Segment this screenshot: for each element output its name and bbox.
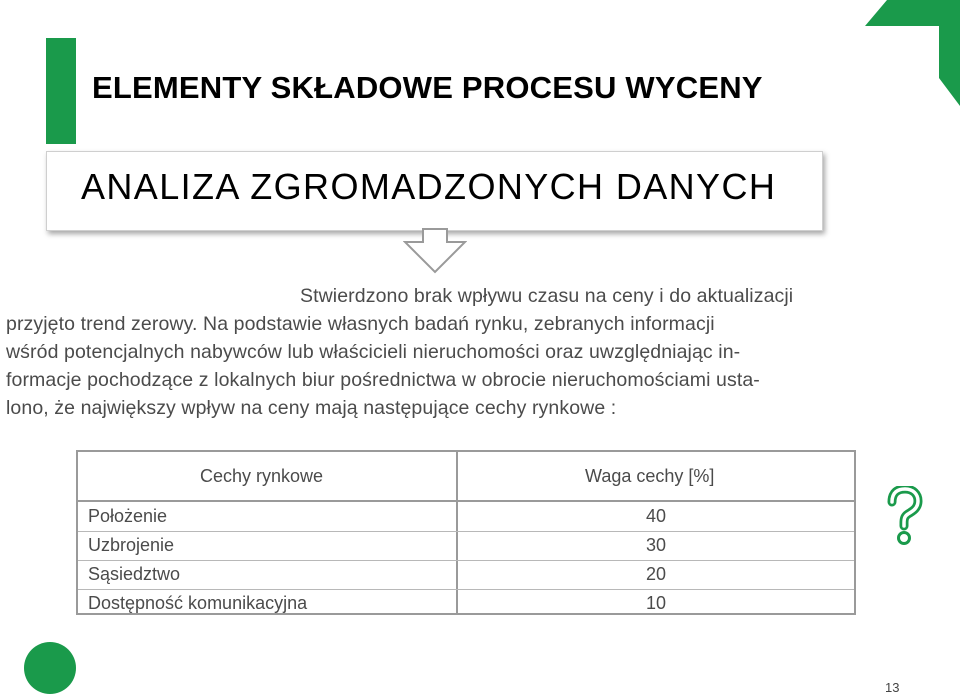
question-mark-icon — [884, 486, 924, 546]
feature-weight: 30 — [646, 535, 667, 555]
table-header-weight: Waga cechy [%] — [585, 466, 715, 486]
feature-name: Położenie — [88, 506, 168, 526]
table-row — [78, 589, 854, 618]
paragraph-line: wśród potencjalnych nabywców lub właścicieli nieruchomości oraz uwzględniając in- — [6, 341, 741, 363]
page-number: 13 — [885, 680, 900, 695]
table-row — [78, 531, 854, 561]
subtitle-box — [46, 151, 823, 231]
market-features-table — [76, 450, 856, 615]
feature-name: Uzbrojenie — [88, 535, 175, 555]
table-row — [78, 502, 854, 532]
feature-weight: 10 — [646, 593, 667, 613]
table-header-features: Cechy rynkowe — [200, 466, 324, 486]
feature-weight: 20 — [646, 564, 667, 584]
paragraph-line: przyjęto trend zerowy. Na podstawie własnych badań rynku, zebranych informacji — [6, 313, 715, 335]
down-arrow-icon — [403, 228, 467, 274]
title-accent-bar — [46, 38, 76, 144]
paragraph-line: formacje pochodzące z lokalnych biur pośrednictwa w obrocie nieruchomościami usta- — [6, 369, 760, 391]
slide-title: ELEMENTY SKŁADOWE PROCESU WYCENY — [92, 70, 763, 105]
table-row — [78, 560, 854, 590]
feature-weight: 40 — [646, 506, 667, 526]
slide-subtitle: ANALIZA ZGROMADZONYCH DANYCH — [81, 166, 777, 207]
corner-chevron-decoration — [865, 0, 960, 106]
feature-name: Dostępność komunikacyjna — [88, 593, 308, 613]
paragraph-line: Stwierdzono brak wpływu czasu na ceny i do aktualizacji — [300, 285, 794, 307]
feature-name: Sąsiedztwo — [88, 564, 181, 584]
decorative-green-circle — [24, 642, 76, 694]
paragraph-line: lono, że największy wpływ na ceny mają następujące cechy rynkowe : — [6, 397, 617, 419]
